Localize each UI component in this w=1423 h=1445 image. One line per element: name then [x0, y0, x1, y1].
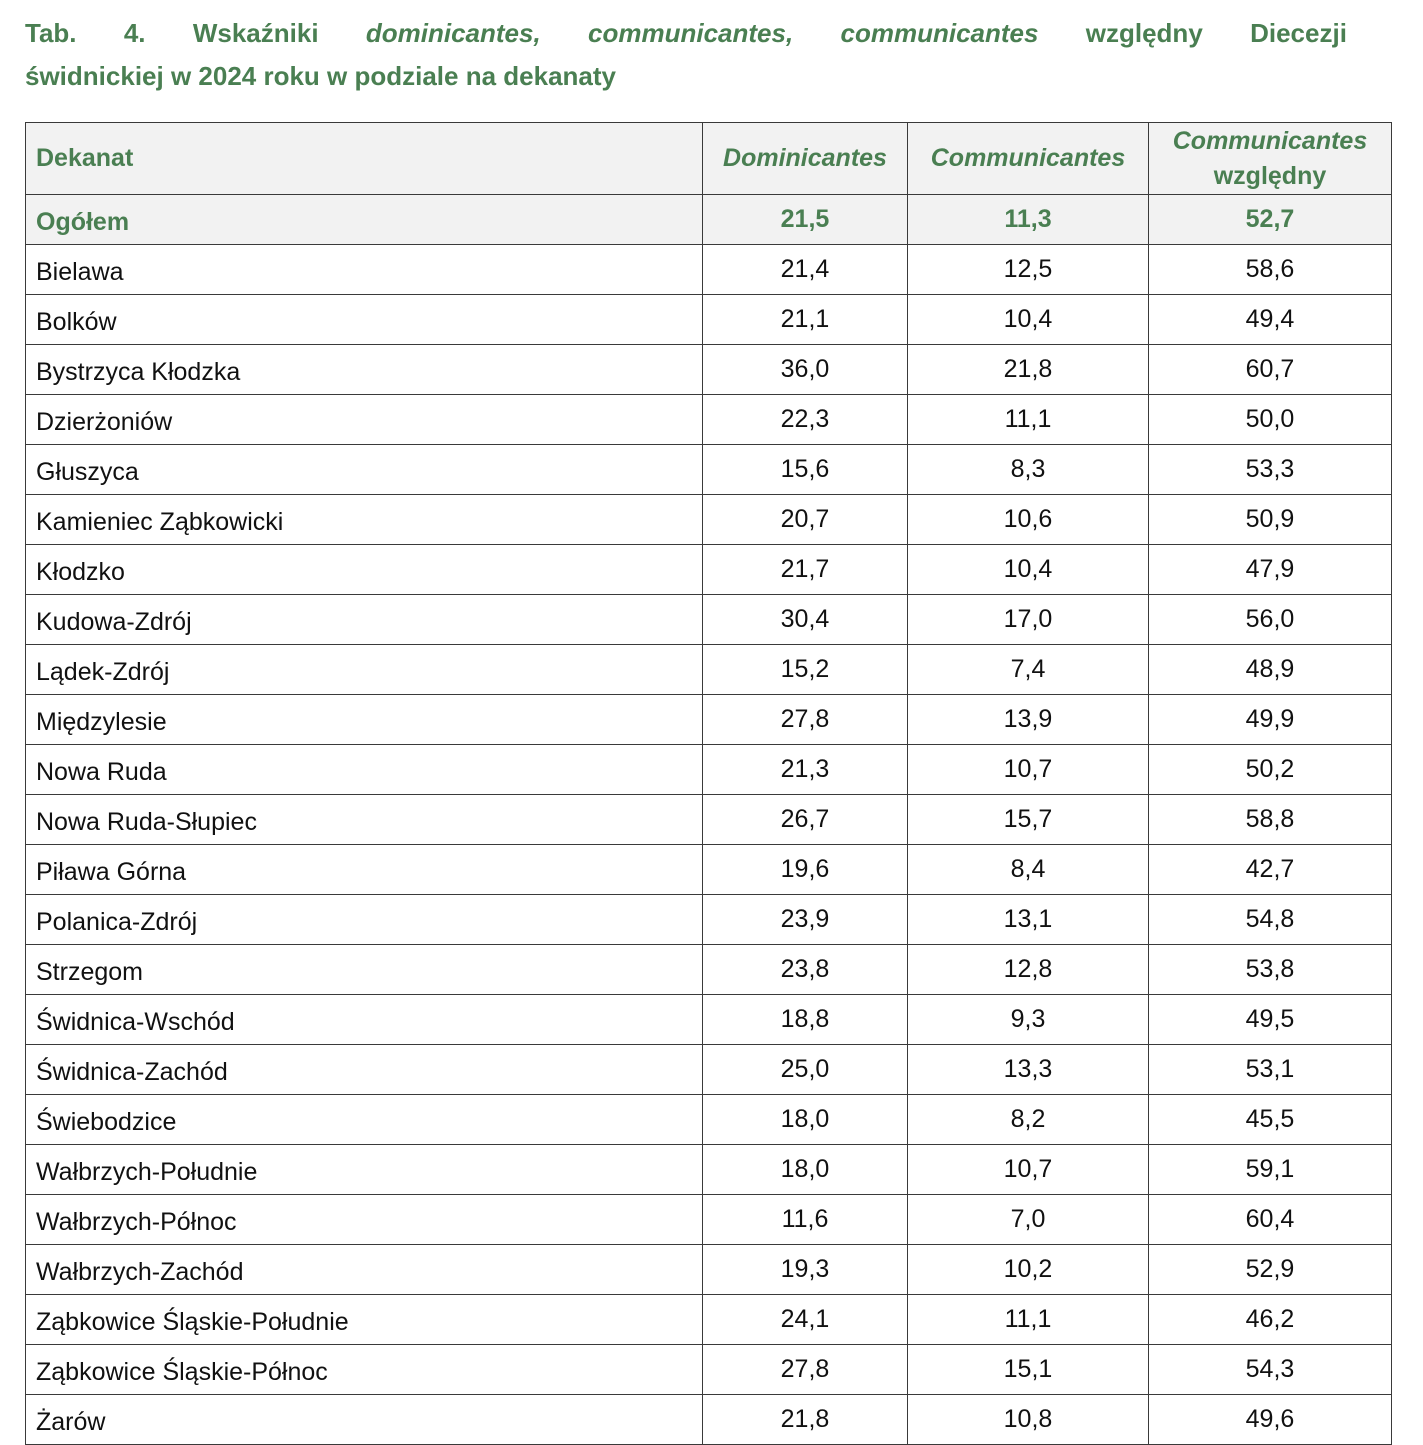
row-communicantes: 15,7	[908, 795, 1149, 845]
row-dominicantes: 15,6	[703, 445, 908, 495]
table-row	[26, 795, 1392, 845]
table-caption	[25, 12, 1347, 98]
row-communicantes: 8,2	[908, 1095, 1149, 1145]
row-wzgledny: 45,5	[1149, 1095, 1392, 1145]
row-wzgledny: 47,9	[1149, 545, 1392, 595]
row-name: Bolków	[26, 295, 703, 345]
header-communicantes-wzgledny	[1149, 123, 1392, 195]
row-name: Piława Górna	[26, 845, 703, 895]
row-name: Dzierżoniów	[26, 395, 703, 445]
row-communicantes: 10,7	[908, 1145, 1149, 1195]
row-communicantes: 10,8	[908, 1395, 1149, 1445]
row-communicantes: 12,5	[908, 245, 1149, 295]
header-communicantes: Communicantes	[908, 123, 1149, 195]
row-communicantes: 10,2	[908, 1245, 1149, 1295]
row-name: Międzylesie	[26, 695, 703, 745]
table-row	[26, 695, 1392, 745]
caption-word: Tab.	[25, 18, 77, 48]
row-name: Bystrzyca Kłodzka	[26, 345, 703, 395]
row-wzgledny: 50,9	[1149, 495, 1392, 545]
header-dekanat: Dekanat	[26, 123, 703, 195]
table-row	[26, 645, 1392, 695]
table-row	[26, 595, 1392, 645]
row-name: Kłodzko	[26, 545, 703, 595]
row-name: Ząbkowice Śląskie-Południe	[26, 1295, 703, 1345]
row-communicantes: 13,1	[908, 895, 1149, 945]
header-dominicantes: Dominicantes	[703, 123, 908, 195]
caption-word: Diecezji	[1250, 18, 1347, 48]
row-communicantes: 8,3	[908, 445, 1149, 495]
table-row	[26, 1395, 1392, 1445]
row-dominicantes: 26,7	[703, 795, 908, 845]
caption-word: względny	[1085, 18, 1203, 48]
table-row	[26, 345, 1392, 395]
row-wzgledny: 54,8	[1149, 895, 1392, 945]
table-row	[26, 245, 1392, 295]
row-dominicantes: 36,0	[703, 345, 908, 395]
row-name: Strzegom	[26, 945, 703, 995]
total-name: Ogółem	[26, 195, 703, 245]
table-row	[26, 1245, 1392, 1295]
row-wzgledny: 42,7	[1149, 845, 1392, 895]
row-communicantes: 13,3	[908, 1045, 1149, 1095]
row-wzgledny: 53,1	[1149, 1045, 1392, 1095]
row-name: Polanica-Zdrój	[26, 895, 703, 945]
table-row	[26, 845, 1392, 895]
row-wzgledny: 50,2	[1149, 745, 1392, 795]
row-name: Lądek-Zdrój	[26, 645, 703, 695]
row-name: Wałbrzych-Południe	[26, 1145, 703, 1195]
caption-line-2: świdnickiej w 2024 roku w podziale na dekanaty	[25, 61, 616, 91]
header-communicantes-wzgledny-line2: względny	[1213, 161, 1327, 190]
row-name: Nowa Ruda	[26, 745, 703, 795]
header-communicantes-wzgledny-line1: Communicantes	[1172, 126, 1368, 155]
row-communicantes: 8,4	[908, 845, 1149, 895]
table-row	[26, 895, 1392, 945]
table-row	[26, 1095, 1392, 1145]
table-row	[26, 1045, 1392, 1095]
row-dominicantes: 23,9	[703, 895, 908, 945]
row-wzgledny: 58,8	[1149, 795, 1392, 845]
row-dominicantes: 20,7	[703, 495, 908, 545]
table-row	[26, 945, 1392, 995]
table-row	[26, 745, 1392, 795]
row-wzgledny: 53,3	[1149, 445, 1392, 495]
row-dominicantes: 19,3	[703, 1245, 908, 1295]
table-row	[26, 545, 1392, 595]
row-wzgledny: 52,9	[1149, 1245, 1392, 1295]
table-row	[26, 1345, 1392, 1395]
table-row	[26, 1145, 1392, 1195]
total-wzgledny: 52,7	[1149, 195, 1392, 245]
row-dominicantes: 24,1	[703, 1295, 908, 1345]
row-name: Nowa Ruda-Słupiec	[26, 795, 703, 845]
row-dominicantes: 23,8	[703, 945, 908, 995]
row-name: Świdnica-Wschód	[26, 995, 703, 1045]
caption-word: Wskaźniki	[192, 18, 319, 48]
row-name: Bielawa	[26, 245, 703, 295]
table-header-row	[26, 123, 1392, 195]
row-dominicantes: 21,3	[703, 745, 908, 795]
row-wzgledny: 60,4	[1149, 1195, 1392, 1245]
row-dominicantes: 19,6	[703, 845, 908, 895]
table-row	[26, 995, 1392, 1045]
row-communicantes: 17,0	[908, 595, 1149, 645]
caption-word: dominicantes,	[365, 18, 541, 48]
total-row	[26, 195, 1392, 245]
caption-word: communicantes	[840, 18, 1039, 48]
row-name: Świdnica-Zachód	[26, 1045, 703, 1095]
row-communicantes: 12,8	[908, 945, 1149, 995]
row-communicantes: 11,1	[908, 1295, 1149, 1345]
table-row	[26, 395, 1392, 445]
table-row	[26, 1295, 1392, 1345]
row-communicantes: 10,6	[908, 495, 1149, 545]
row-wzgledny: 46,2	[1149, 1295, 1392, 1345]
row-wzgledny: 49,4	[1149, 295, 1392, 345]
row-wzgledny: 60,7	[1149, 345, 1392, 395]
row-name: Kamieniec Ząbkowicki	[26, 495, 703, 545]
dekanat-table	[25, 122, 1392, 1445]
row-wzgledny: 50,0	[1149, 395, 1392, 445]
row-wzgledny: 54,3	[1149, 1345, 1392, 1395]
row-name: Kudowa-Zdrój	[26, 595, 703, 645]
row-dominicantes: 21,8	[703, 1395, 908, 1445]
table-row	[26, 445, 1392, 495]
row-name: Ząbkowice Śląskie-Północ	[26, 1345, 703, 1395]
row-dominicantes: 21,4	[703, 245, 908, 295]
row-communicantes: 10,4	[908, 545, 1149, 595]
row-dominicantes: 25,0	[703, 1045, 908, 1095]
row-dominicantes: 30,4	[703, 595, 908, 645]
row-dominicantes: 21,7	[703, 545, 908, 595]
row-wzgledny: 59,1	[1149, 1145, 1392, 1195]
row-dominicantes: 18,8	[703, 995, 908, 1045]
row-wzgledny: 58,6	[1149, 245, 1392, 295]
row-communicantes: 9,3	[908, 995, 1149, 1045]
row-dominicantes: 22,3	[703, 395, 908, 445]
row-name: Głuszyca	[26, 445, 703, 495]
row-name: Wałbrzych-Północ	[26, 1195, 703, 1245]
caption-line-1	[25, 12, 1347, 55]
row-dominicantes: 18,0	[703, 1145, 908, 1195]
row-dominicantes: 21,1	[703, 295, 908, 345]
row-communicantes: 7,0	[908, 1195, 1149, 1245]
table-row	[26, 495, 1392, 545]
row-name: Wałbrzych-Zachód	[26, 1245, 703, 1295]
total-communicantes: 11,3	[908, 195, 1149, 245]
row-dominicantes: 27,8	[703, 1345, 908, 1395]
caption-word: communicantes,	[588, 18, 794, 48]
row-name: Świebodzice	[26, 1095, 703, 1145]
table-row	[26, 1195, 1392, 1245]
row-communicantes: 10,4	[908, 295, 1149, 345]
row-communicantes: 7,4	[908, 645, 1149, 695]
row-communicantes: 10,7	[908, 745, 1149, 795]
row-name: Żarów	[26, 1395, 703, 1445]
row-wzgledny: 48,9	[1149, 645, 1392, 695]
row-wzgledny: 56,0	[1149, 595, 1392, 645]
row-communicantes: 11,1	[908, 395, 1149, 445]
row-wzgledny: 49,6	[1149, 1395, 1392, 1445]
row-dominicantes: 11,6	[703, 1195, 908, 1245]
row-wzgledny: 53,8	[1149, 945, 1392, 995]
row-dominicantes: 18,0	[703, 1095, 908, 1145]
row-wzgledny: 49,5	[1149, 995, 1392, 1045]
total-dominicantes: 21,5	[703, 195, 908, 245]
row-communicantes: 13,9	[908, 695, 1149, 745]
row-communicantes: 15,1	[908, 1345, 1149, 1395]
row-dominicantes: 27,8	[703, 695, 908, 745]
caption-word: 4.	[123, 18, 146, 48]
row-communicantes: 21,8	[908, 345, 1149, 395]
table-row	[26, 295, 1392, 345]
row-dominicantes: 15,2	[703, 645, 908, 695]
row-wzgledny: 49,9	[1149, 695, 1392, 745]
